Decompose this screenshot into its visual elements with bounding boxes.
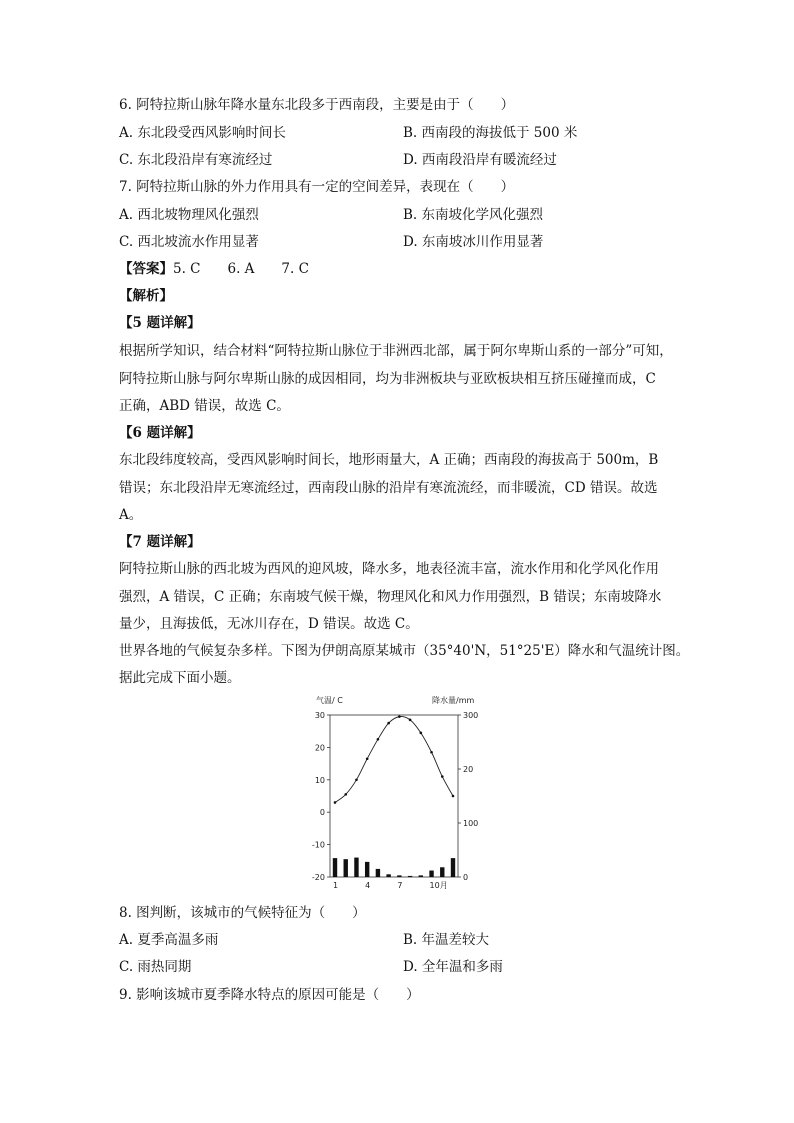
- q7-option-d: D. 东南坡冰川作用显著: [403, 234, 544, 250]
- q7-detail-line: 强烈，A 错误，C 正确；东南坡气候干燥，物理风化和风力作用强烈，B 错误；东南坡降水: [119, 589, 662, 605]
- temperature-point: [398, 715, 401, 718]
- precipitation-bar: [408, 876, 412, 877]
- q8-option-b: B. 年温差较大: [403, 932, 490, 948]
- temperature-point: [420, 732, 423, 735]
- month-tick-label: 10月: [429, 881, 448, 890]
- precipitation-bar: [429, 871, 433, 877]
- plot-frame: [330, 715, 458, 877]
- temperature-point: [377, 738, 380, 741]
- q8-option-d: D. 全年温和多雨: [403, 959, 503, 975]
- month-tick-label: 1: [333, 881, 339, 890]
- temperature-point: [344, 793, 347, 796]
- answer-label: 【答案】: [119, 261, 173, 277]
- temperature-point: [452, 795, 455, 798]
- month-tick-label: 4: [365, 881, 371, 890]
- analysis-label: 【解析】: [119, 288, 173, 304]
- q7-detail-line: 阿特拉斯山脉的西北坡为西风的迎风坡，降水多，地表径流丰富，流水作用和化学风化作用: [119, 561, 659, 577]
- precipitation-bar: [397, 875, 401, 877]
- temperature-axis-title: 气温/ C: [316, 696, 343, 705]
- q7-option-b: B. 东南坡化学风化强烈: [403, 207, 544, 223]
- q6-detail-label: 【6 题详解】: [119, 425, 201, 441]
- temperature-point: [355, 779, 358, 782]
- intro-line: 世界各地的气候复杂多样。下图为伊朗高原某城市（35°40'N，51°25'E）降水和气温统计图。: [119, 643, 690, 659]
- precipitation-bar: [440, 867, 444, 877]
- precipitation-bar: [354, 858, 358, 877]
- precipitation-tick-label: 300: [463, 711, 479, 720]
- q6-stem: 6. 阿特拉斯山脉年降水量东北段多于西南段，主要是由于（ ）: [119, 97, 515, 113]
- temperature-tick-label: 20: [314, 743, 325, 753]
- q6-option-a: A. 东北段受西风影响时间长: [119, 125, 286, 141]
- temperature-point: [366, 757, 369, 760]
- q6-detail-line: A。: [119, 507, 143, 523]
- precipitation-tick-label: 20: [463, 765, 474, 774]
- q7-detail-line: 量少，且海拔低，无冰川存在，D 错误。故选 C。: [119, 616, 419, 632]
- answer-text: 5. C 6. A 7. C: [173, 261, 309, 277]
- q7-option-c: C. 西北坡流水作用显著: [119, 234, 259, 250]
- precipitation-bar: [333, 858, 337, 877]
- precipitation-bar: [451, 858, 455, 877]
- q6-detail-line: 东北段纬度较高，受西风影响时间长，地形雨量大，A 正确；西南段的海拔高于 500m，B: [119, 452, 659, 468]
- temperature-line: [335, 716, 453, 802]
- precipitation-axis-title: 降水量/mm: [432, 696, 475, 705]
- q8-stem: 8. 图判断，该城市的气候特征为（ ）: [119, 905, 366, 921]
- precipitation-tick-label: 100: [463, 819, 479, 828]
- precipitation-bar: [419, 875, 423, 877]
- q7-option-a: A. 西北坡物理风化强烈: [119, 207, 259, 223]
- q5-detail-line: 阿特拉斯山脉与阿尔卑斯山脉的成因相同，均为非洲板块与亚欧板块相互挤压碰撞而成，C: [119, 371, 656, 387]
- answer-line: [119, 260, 309, 278]
- q9-stem: 9. 影响该城市夏季降水特点的原因可能是（ ）: [119, 987, 420, 1003]
- temperature-tick-label: 0: [319, 808, 325, 818]
- intro-line: 据此完成下面小题。: [119, 670, 241, 686]
- temperature-point: [409, 719, 412, 722]
- q6-detail-line: 错误；东北段沿岸无寒流经过，西南段山脉的沿岸有寒流流经，而非暖流，CD 错误。故选: [119, 480, 658, 496]
- precipitation-bar: [376, 869, 380, 877]
- q6-option-c: C. 东北段沿岸有寒流经过: [119, 152, 273, 168]
- precipitation-bar: [344, 859, 348, 877]
- month-tick-label: 7: [397, 881, 403, 890]
- q5-detail-line: 正确，ABD 错误，故选 C。: [119, 398, 290, 414]
- temperature-tick-label: -20: [311, 873, 325, 882]
- q8-option-a: A. 夏季高温多雨: [119, 932, 219, 948]
- precipitation-bar: [365, 862, 369, 877]
- temperature-tick-label: 10: [314, 775, 325, 785]
- temperature-tick-label: -10: [311, 840, 325, 850]
- temperature-point: [387, 722, 390, 725]
- q7-detail-label: 【7 题详解】: [119, 534, 201, 550]
- precipitation-tick-label: 0: [463, 873, 469, 882]
- precipitation-bar: [386, 874, 390, 877]
- q6-option-d: D. 西南段沿岸有暖流经过: [403, 152, 557, 168]
- temperature-point: [430, 751, 433, 754]
- q8-option-c: C. 雨热同期: [119, 959, 192, 975]
- temperature-point: [441, 775, 444, 778]
- q5-detail-label: 【5 题详解】: [119, 315, 201, 331]
- q5-detail-line: 根据所学知识，结合材料“阿特拉斯山脉位于非洲西北部，属于阿尔卑斯山系的一部分”可知，: [119, 343, 673, 359]
- temperature-point: [334, 801, 337, 804]
- q7-stem: 7. 阿特拉斯山脉的外力作用具有一定的空间差异，表现在（ ）: [119, 179, 515, 195]
- temperature-tick-label: 30: [314, 711, 325, 720]
- climate-chart: [310, 690, 480, 895]
- q6-option-b: B. 西南段的海拔低于 500 米: [403, 125, 578, 141]
